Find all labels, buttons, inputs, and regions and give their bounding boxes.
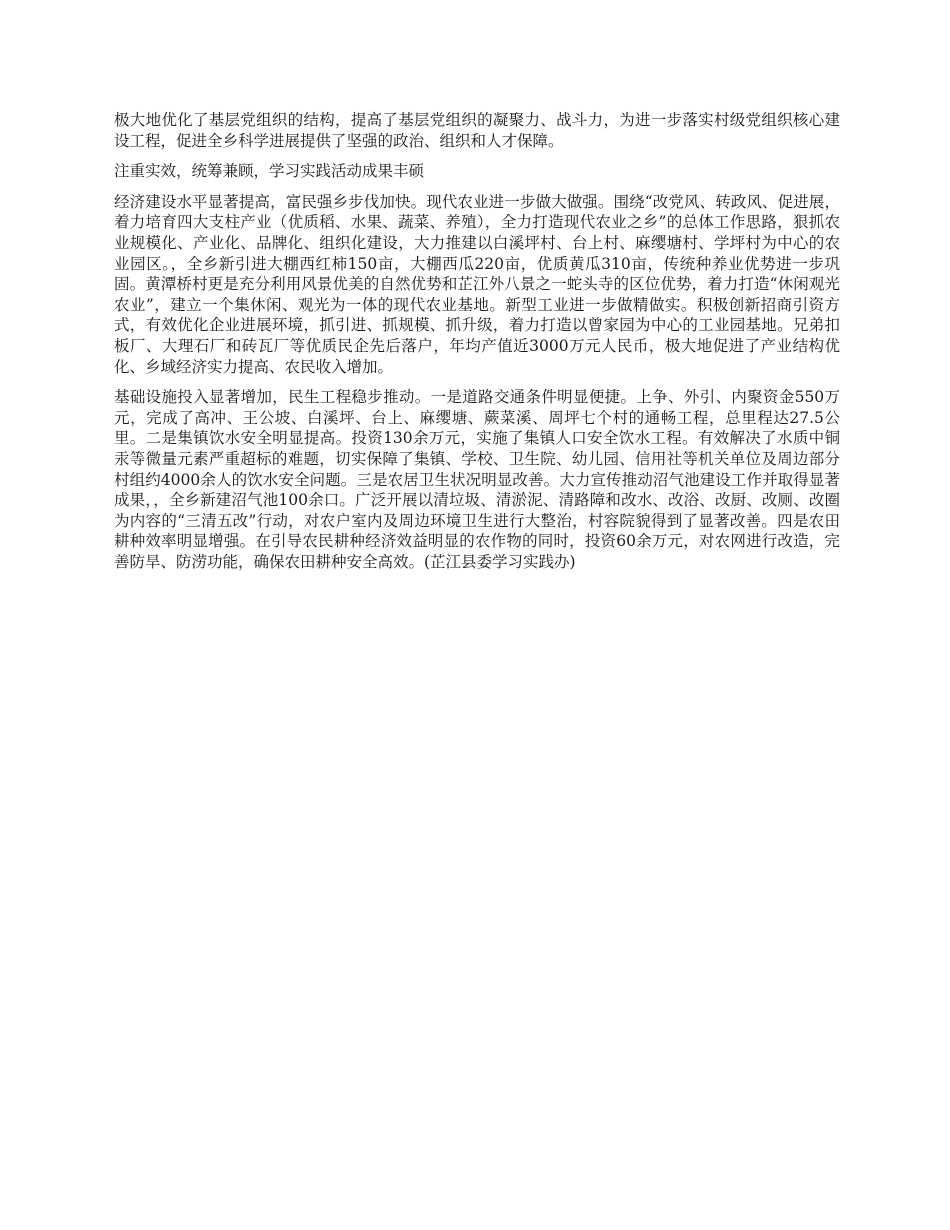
document-body bbox=[114, 110, 840, 582]
paragraph-infrastructure: 基础设施投入显著增加，民生工程稳步推动。一是道路交通条件明显便捷。上争、外引、内聚资金550万元，完成了高冲、王公坡、白溪坪、台上、麻缨塘、蕨菜溪、周坪七个村的通畅工程，总里程达27.5公里。二是集镇饮水安全明显提高。投资130余万元，实施了集镇人口安全饮水工程。有效解决了水质中铜汞等微量元素严重超标的难题，切实保障了集镇、学校、卫生院、幼儿园、信用社等机关单位及周边部分村组约4000余人的饮水安全问题。三是农居卫生状况明显改善。大力宣传推动沼气池建设工作并取得显著成果，，全乡新建沼气池100余口。广泛开展以清垃圾、清淤泥、清路障和改水、改浴、改厨、改厕、改圈为内容的“三清五改”行动，对农户室内及周边环境卫生进行大整治，村容院貌得到了显著改善。四是农田耕种效率明显增强。在引导农民耕种经济效益明显的农作物的同时，投资60余万元，对农网进行改造，完善防旱、防涝功能，确保农田耕种安全高效。(芷江县委学习实践办) bbox=[114, 388, 840, 571]
section-heading: 注重实效，统筹兼顾，学习实践活动成果丰硕 bbox=[114, 162, 425, 181]
paragraph-economy: 经济建设水平显著提高，富民强乡步伐加快。现代农业进一步做大做强。围绕“改党风、转政风、促进展，着力培育四大支柱产业（优质稻、水果、蔬菜、养殖），全力打造现代农业之乡”的总体工作思路，狠抓农业规模化、产业化、品牌化、组织化建设，大力推建以白溪坪村、台上村、麻缨塘村、学坪村为中心的农业园区。，全乡新引进大棚西红柿150亩，大棚西瓜220亩，优质黄瓜310亩，传统种养业优势进一步巩固。黄潭桥村更是充分利用风景优美的自然优势和芷江外八景之一蛇头寺的区位优势，着力打造“休闲观光农业”，建立一个集休闲、观光为一体的现代农业基地。新型工业进一步做精做实。积极创新招商引资方式，有效优化企业进展环境，抓引进、抓规模、抓升级，着力打造以曾家园为中心的工业园基地。兄弟扣板厂、大理石厂和砖瓦厂等优质民企先后落户，年均产值近3000万元人民币，极大地促进了产业结构优化、乡域经济实力提高、农民收入增加。 bbox=[114, 192, 840, 376]
paragraph-intro: 极大地优化了基层党组织的结构，提高了基层党组织的凝聚力、战斗力，为进一步落实村级党组织核心建设工程，促进全乡科学进展提供了坚强的政治、组织和人才保障。 bbox=[114, 111, 840, 150]
